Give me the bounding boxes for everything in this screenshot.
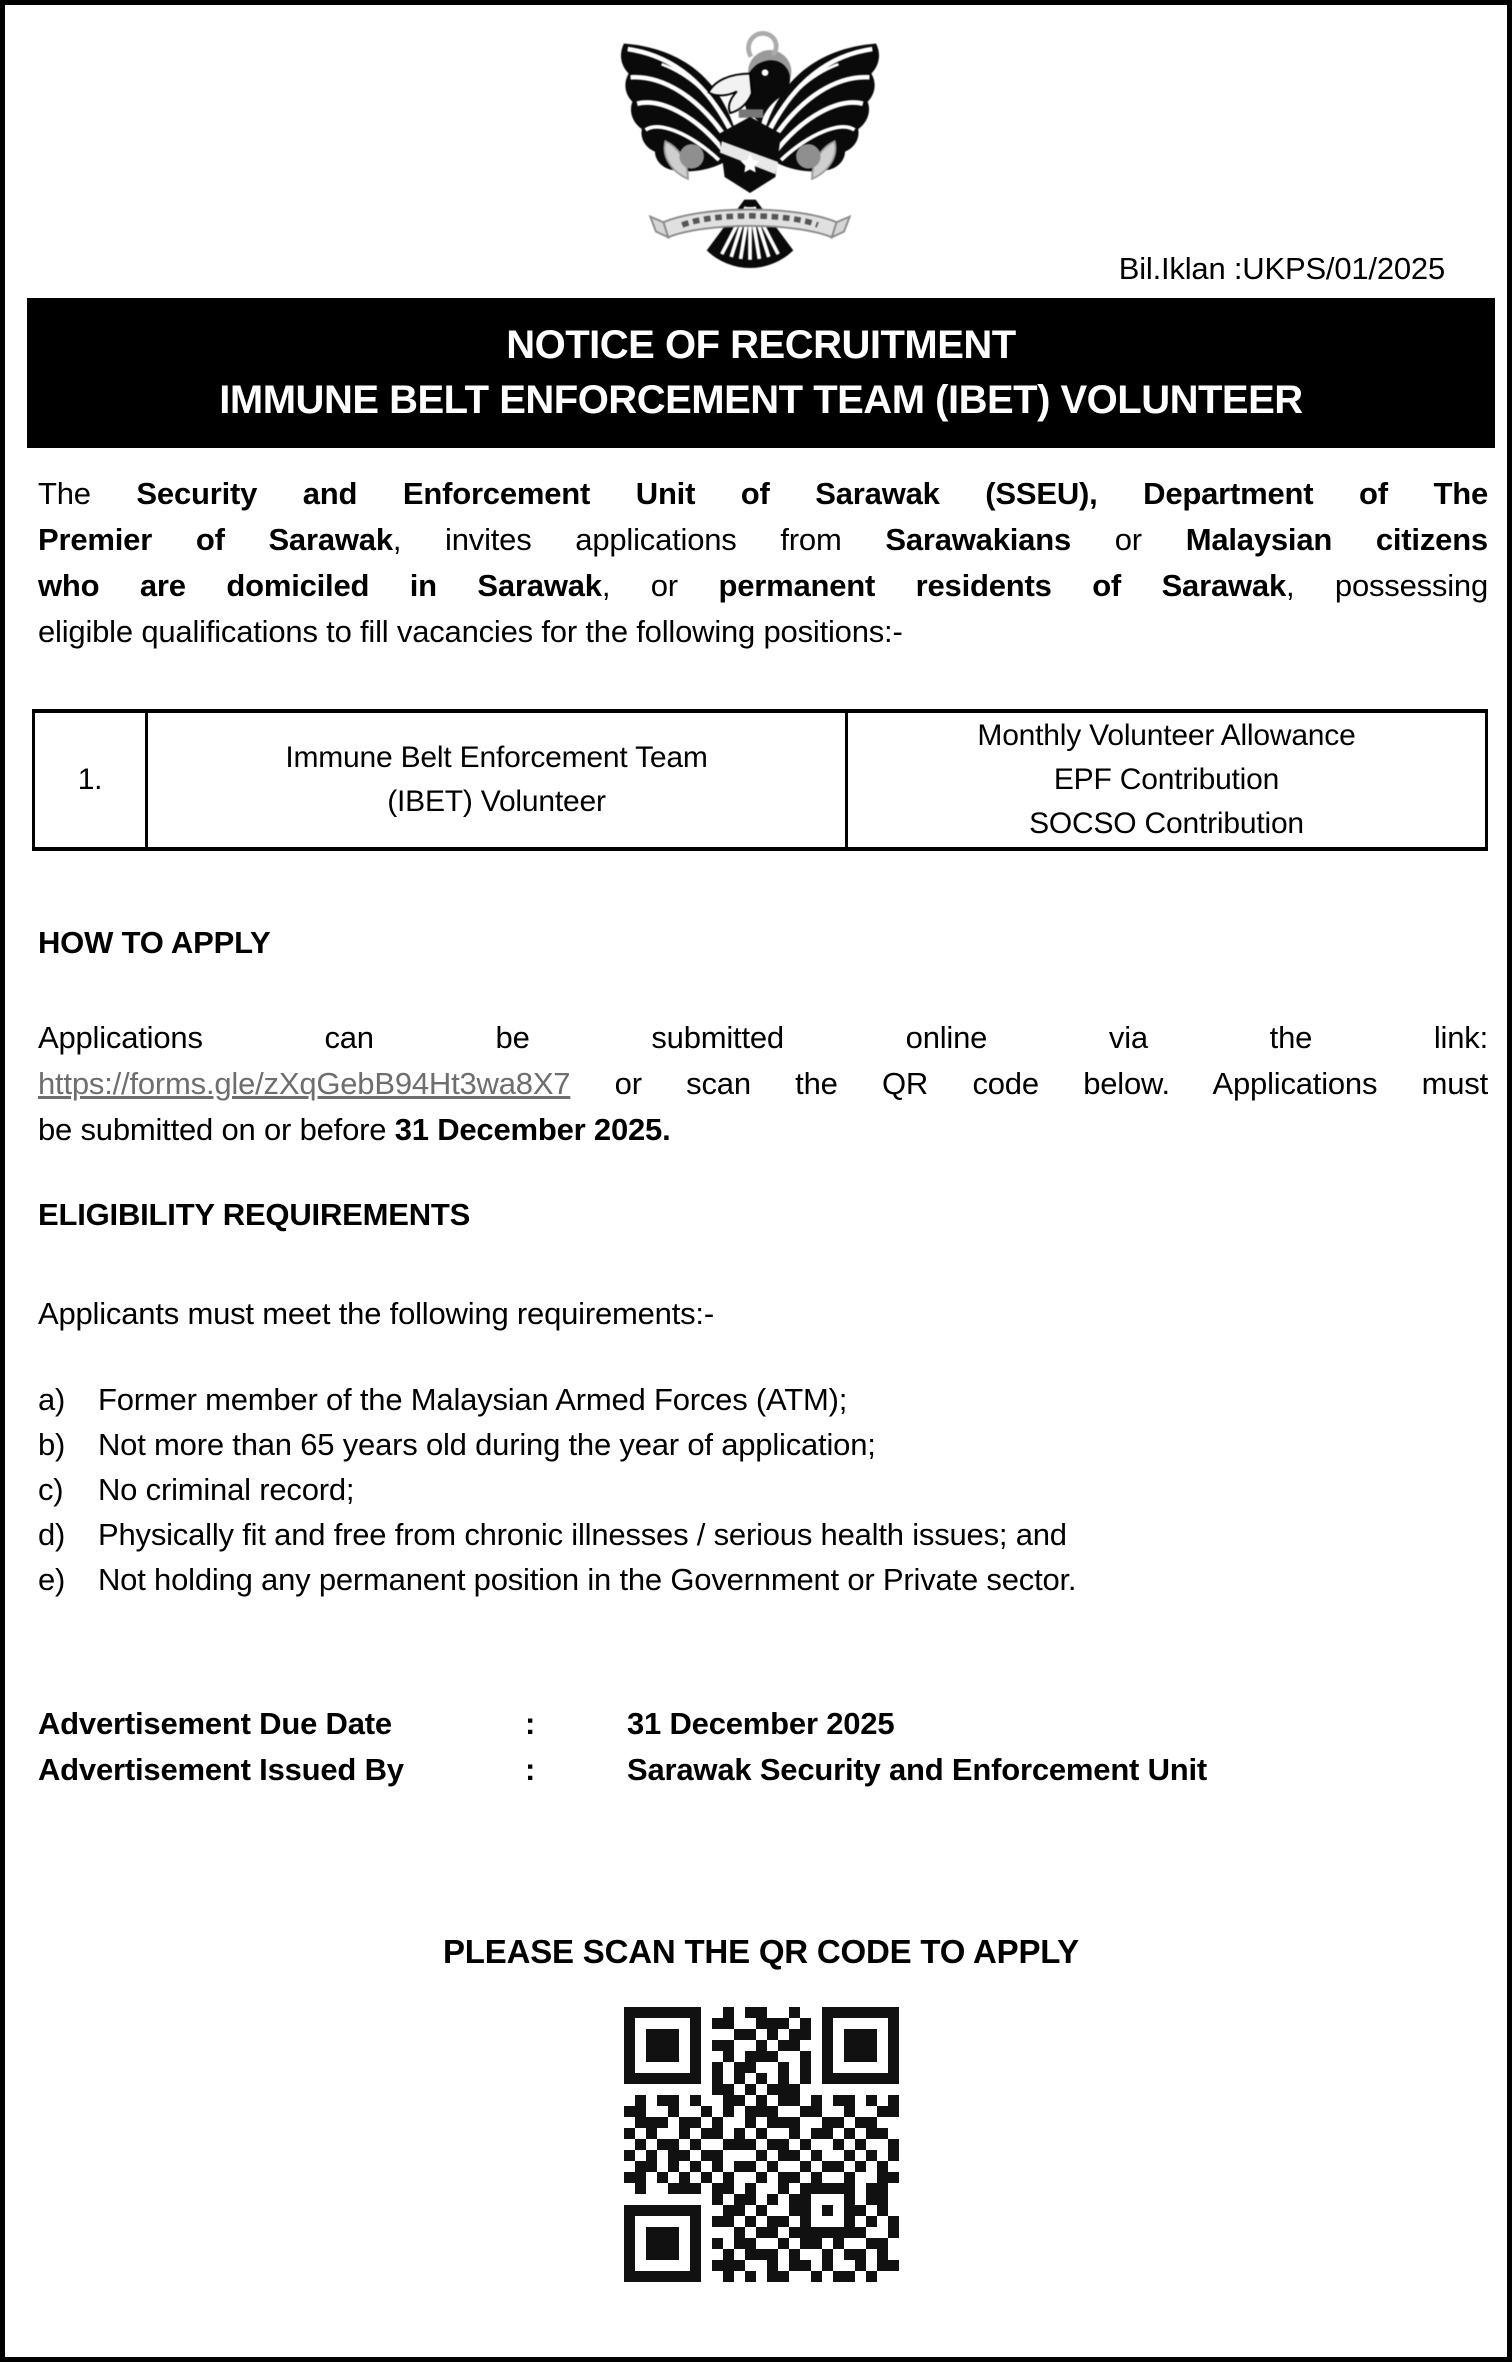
list-item-text: Not more than 65 years old during the year of application;: [98, 1427, 876, 1462]
table-cell-benefits: [845, 713, 1485, 847]
eligibility-intro: Applicants must meet the following requirements:-: [38, 1296, 714, 1331]
footer-label: Advertisement Issued By: [38, 1752, 404, 1787]
how-to-apply-heading: HOW TO APPLY: [38, 925, 271, 960]
list-item: [38, 1512, 1488, 1557]
footer-label: Advertisement Due Date: [38, 1706, 392, 1741]
list-item-letter: a): [38, 1382, 66, 1417]
table-cell-position: [145, 713, 845, 847]
text-segment: , or: [601, 568, 719, 603]
list-item-text: Former member of the Malaysian Armed Forces (ATM);: [98, 1382, 848, 1417]
text-segment: Security and Enforcement Unit of Sarawak (SSEU), Department of The: [136, 476, 1488, 511]
intro-paragraph: [38, 471, 1488, 655]
text-segment: Premier of Sarawak: [38, 522, 393, 557]
list-item-text: No criminal record;: [98, 1472, 355, 1507]
notice-banner: [27, 298, 1495, 448]
list-item-letter: e): [38, 1562, 66, 1597]
list-item-letter: c): [38, 1472, 64, 1507]
text-line: [38, 1015, 1488, 1061]
list-item-letter: d): [38, 1517, 66, 1552]
text-line: [38, 1061, 1488, 1107]
footer-colon: :: [525, 1752, 536, 1787]
eligibility-heading: ELIGIBILITY REQUIREMENTS: [38, 1197, 471, 1232]
footer-value: 31 December 2025: [627, 1706, 895, 1741]
cell-line: SOCSO Contribution: [1029, 807, 1304, 840]
footer-value: Sarawak Security and Enforcement Unit: [627, 1752, 1208, 1787]
qr-heading: PLEASE SCAN THE QR CODE TO APPLY: [443, 1933, 1079, 1970]
advert-reference-number: Bil.Iklan :UKPS/01/2025: [1118, 251, 1445, 286]
text-segment: , invites applications from: [392, 522, 886, 557]
text-segment: The: [38, 476, 137, 511]
text-segment: eligible qualifications to fill vacancies for the following positions:-: [38, 614, 903, 649]
banner-title-line1: NOTICE OF RECRUITMENT: [506, 323, 1016, 367]
how-to-apply-paragraph: [38, 1015, 1488, 1153]
sarawak-coat-of-arms-logo: [607, 19, 893, 273]
table-cell-number: [35, 713, 145, 847]
list-item: [38, 1557, 1488, 1602]
text-segment: permanent residents of Sarawak: [718, 568, 1286, 603]
banner-title-line2: IMMUNE BELT ENFORCEMENT TEAM (IBET) VOLUNTEER: [219, 378, 1303, 422]
footer-row: [38, 1747, 1488, 1793]
text-segment: Applications can be submitted online via the link:: [38, 1020, 1488, 1055]
footer-info: [38, 1701, 1488, 1793]
cell-line: Monthly Volunteer Allowance: [977, 719, 1356, 752]
text-line: [38, 1107, 1488, 1153]
footer-row: [38, 1701, 1488, 1747]
text-segment: , possessing: [1285, 568, 1488, 603]
application-form-link[interactable]: https://forms.gle/zXqGebB94Ht3wa8X7: [38, 1066, 571, 1101]
list-item-letter: b): [38, 1427, 66, 1462]
text-line: [38, 471, 1488, 517]
eligibility-list: [38, 1377, 1488, 1602]
text-line: [38, 517, 1488, 563]
text-segment: or: [1071, 522, 1186, 557]
footer-colon: :: [525, 1706, 536, 1741]
cell-line: (IBET) Volunteer: [387, 785, 606, 818]
list-item: [38, 1422, 1488, 1467]
list-item-text: Not holding any permanent position in the Government or Private sector.: [98, 1562, 1077, 1597]
cell-line: EPF Contribution: [1053, 763, 1280, 796]
text-line: [38, 563, 1488, 609]
text-segment: be submitted on or before: [38, 1112, 395, 1147]
text-segment: Sarawakians: [885, 522, 1071, 557]
text-segment: Malaysian citizens: [1185, 522, 1488, 557]
list-item-text: Physically fit and free from chronic illnesses / serious health issues; and: [98, 1517, 1067, 1552]
text-segment: who are domiciled in Sarawak: [38, 568, 602, 603]
position-number: 1.: [77, 763, 103, 796]
text-line: [38, 609, 1488, 655]
text-segment: 31 December 2025.: [394, 1112, 671, 1147]
list-item: [38, 1467, 1488, 1512]
positions-table: [32, 709, 1488, 851]
list-item: [38, 1377, 1488, 1422]
qr-code-wrapper: [5, 2007, 1512, 2282]
qr-code: [624, 2007, 899, 2282]
cell-line: Immune Belt Enforcement Team: [285, 741, 708, 774]
text-segment: or scan the QR code below. Applications must: [570, 1066, 1488, 1101]
